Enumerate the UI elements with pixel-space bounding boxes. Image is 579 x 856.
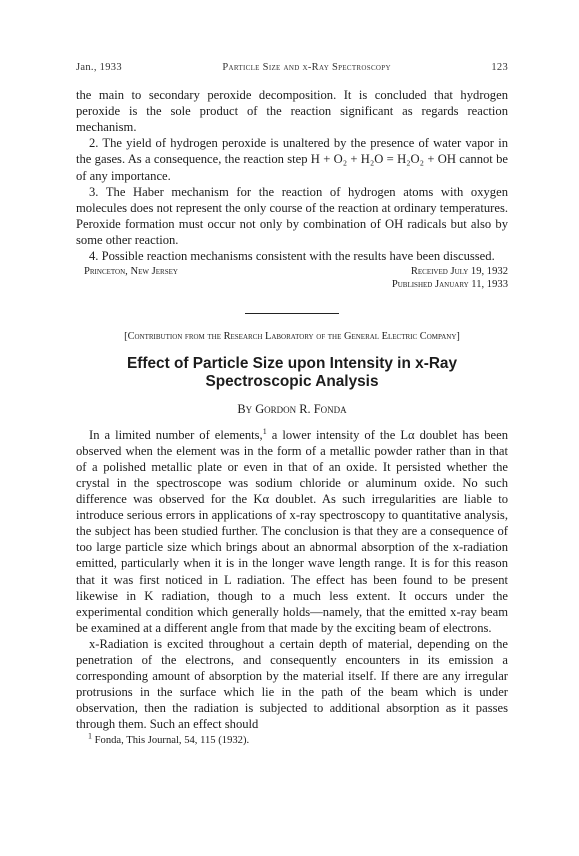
contribution-note: [Contribution from the Research Laboratory of the General Electric Company] bbox=[124, 331, 460, 343]
body-paragraph-1-start: In a limited number of elements, bbox=[89, 427, 263, 442]
author-byline: By Gordon R. Fonda bbox=[237, 401, 347, 416]
received-date: Received July 19, 1932 bbox=[410, 266, 508, 278]
footnote-text: Fonda, This Journal, 54, 115 (1932). bbox=[92, 734, 250, 746]
conclusion-paragraph-3: 3. The Haber mechanism for the reaction of hydrogen atoms with oxygen molecules does not represent the only course of the reaction at ordinary temperatures. Peroxide formation must occur not only by combination of OH radicals but also by some other reaction. bbox=[76, 184, 508, 247]
body-paragraph-1-rest: a lower intensity of the Lα doublet has been observed when the element was in the form of a metallic powder rather than in that of a polished metallic plate or even in that of an oxide. It persisted whether the crystal in the spectroscope was sodium chloride or aluminum oxide. No such difference was observed for the Kα doublet. As such irregularities are liable to introduce serious errors in applications of x-ray spectroscopy to quantitative analysis, the subject has been studied further. The conclusion is that they are a consequence of too large particle size which brings about an abnormal absorption of the x-radiation emitted, particularly when it is in the longer wave length range. It is for this reason that it was first noticed in L radiation. The effect has been found to be present likewise in K radiation, though to a much less extent. It occurs under the experimental condition which generally holds—namely, that the emitted x-ray beam be examined at a different angle from that made by the exciting beam of electrons. bbox=[76, 427, 509, 635]
conclusion-paragraph-4: 4. Possible reaction mechanisms consistent with the results have been discussed. bbox=[89, 249, 495, 264]
footnote-marker: 1 bbox=[88, 730, 92, 740]
running-head bbox=[76, 60, 508, 76]
page-number: 123 bbox=[491, 62, 508, 73]
footnote bbox=[76, 730, 508, 747]
conclusion-paragraph-2: 2. The yield of hydrogen peroxide is unaltered by the presence of water vapor in the gases. As a consequence, the reaction step H + O₂ + H₂O = H₂O₂ + OH cannot be of any importance. bbox=[76, 136, 508, 183]
affiliation-location: Princeton, New Jersey bbox=[84, 266, 178, 278]
affiliation-block bbox=[76, 265, 508, 291]
published-date: Published January 11, 1933 bbox=[391, 279, 508, 291]
date-block bbox=[392, 265, 508, 291]
journal-page bbox=[76, 60, 508, 747]
footnote-ref: 1 bbox=[262, 426, 267, 436]
running-head-title: Particle Size and x-Ray Spectroscopy bbox=[222, 62, 391, 73]
body-paragraph-1 bbox=[76, 427, 508, 636]
section-divider bbox=[245, 313, 339, 314]
conclusion-paragraph-1: the main to secondary peroxide decomposition. It is concluded that hydrogen peroxide is the sole product of the reaction significant as regards reaction mechanism. bbox=[76, 88, 508, 135]
body-paragraph-2: x-Radiation is excited throughout a certain depth of material, depending on the penetration of the electrons, and consequently encounters in its emission a corresponding amount of absorption by the material itself. If there are any irregular protrusions in the surface which lie in the path of the beam which is under observation, then the radiation is subjected to additional absorption as it passes through them. Such an effect should bbox=[76, 636, 508, 732]
running-head-date: Jan., 1933 bbox=[76, 62, 122, 73]
article-title: Effect of Particle Size upon Intensity in x-Ray Spectroscopic Analysis bbox=[126, 354, 458, 391]
